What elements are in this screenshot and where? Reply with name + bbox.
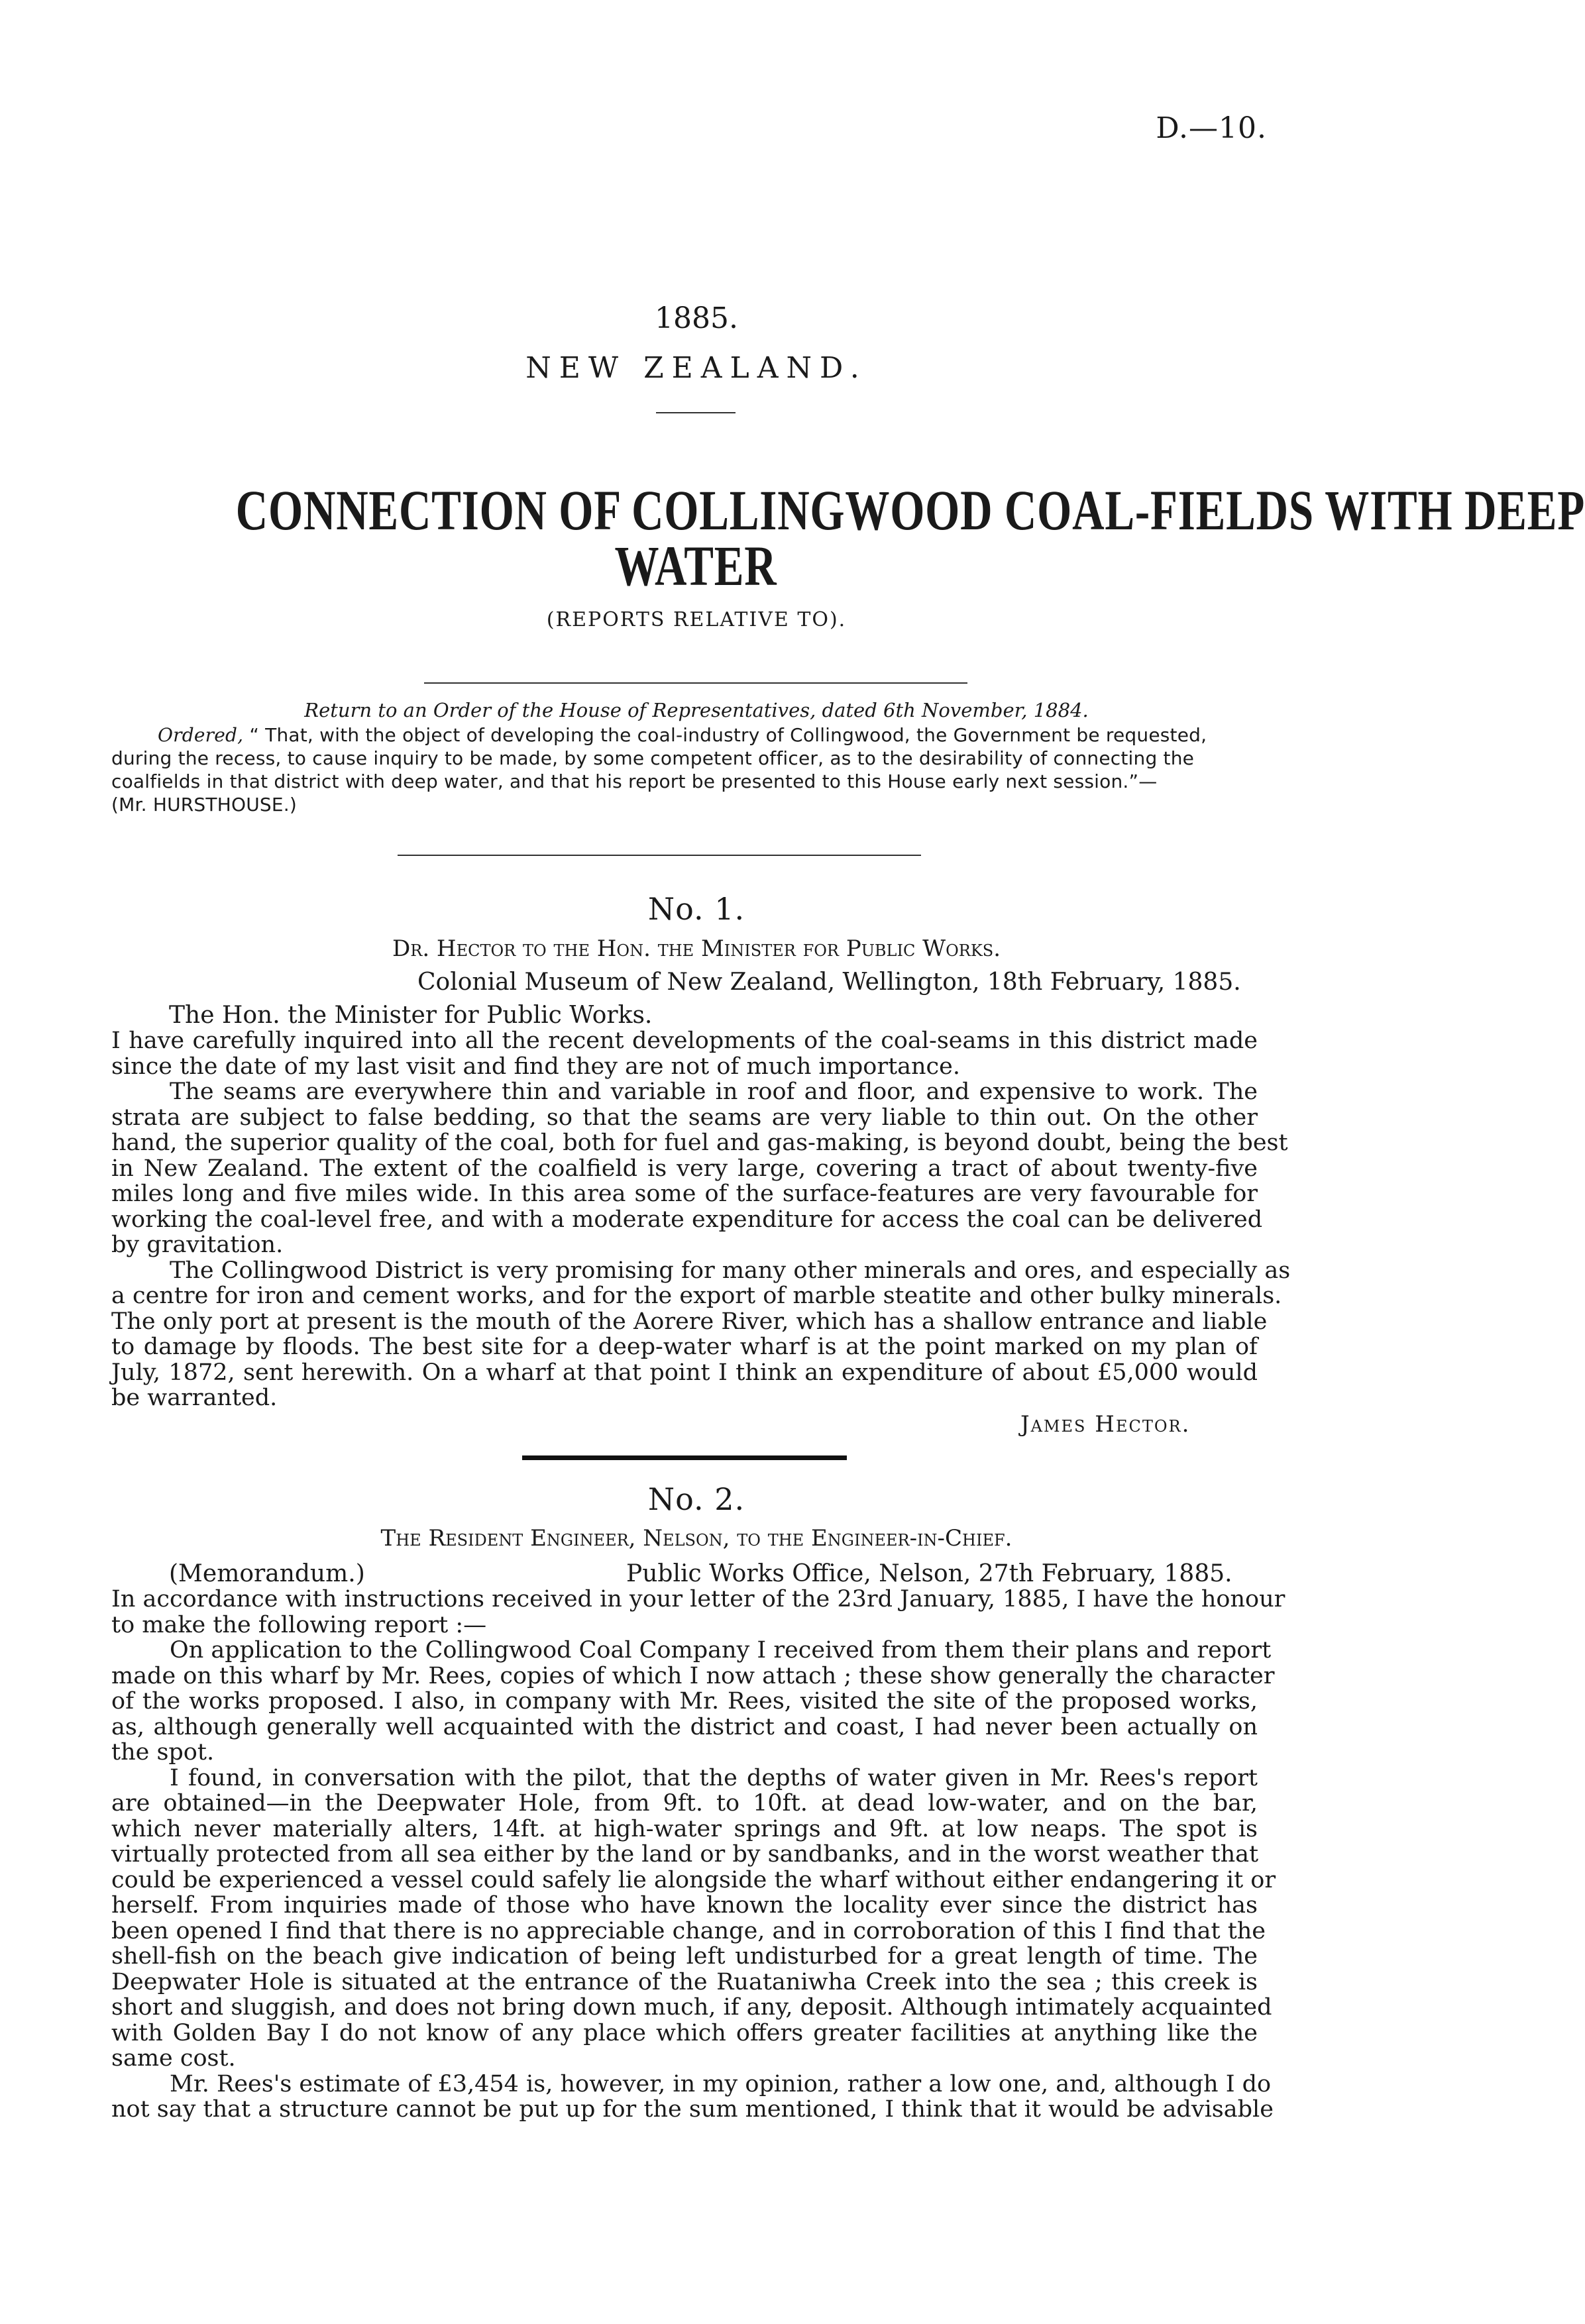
text-line: working the coal-level free, and with a moderate expenditure for access the coal can be delivered (111, 1206, 1263, 1233)
letter-heading-text: The Resident Engineer, Nelson, to the Engineer-in-Chief. (380, 1525, 1012, 1552)
text-line: been opened I find that there is no appreciable change, and in corroboration of this I find that the (111, 1917, 1266, 1944)
text-line: I have carefully inquired into all the recent developments of the coal-seams in this district made (111, 1028, 1258, 1054)
text-line: In accordance with instructions received in your letter of the 23rd January, 1885, I have the honour (111, 1586, 1285, 1612)
text-line: with Golden Bay I do not know of any place which offers greater facilities at anything like the (111, 2019, 1258, 2046)
letter-body-1 (111, 1028, 1291, 1411)
divider (424, 682, 967, 684)
title-line-2: WATER (614, 534, 777, 598)
text-line: made on this wharf by Mr. Rees, copies of which I now attach ; these show generally the character (111, 1662, 1275, 1689)
letter-heading-2 (0, 1525, 1393, 1552)
ordered-line: coalfields in that district with deep water, and that his report be presented to this House early next session.”— (111, 770, 1158, 792)
return-order-line: Return to an Order of the House of Representatives, dated 6th November, 1884. (304, 699, 1089, 721)
text-line: as, although generally well acquainted with the district and coast, I had never been actually on (111, 1713, 1258, 1740)
letter-heading-text: Dr. Hector to the Hon. the Minister for Public Works. (392, 935, 1001, 962)
year: 1885. (655, 301, 738, 335)
text-line: Deepwater Hole is situated at the entrance of the Ruataniwha Creek into the sea ; this creek is (111, 1968, 1258, 1995)
text-line: On application to the Collingwood Coal Company I received from them their plans and report (170, 1637, 1272, 1664)
memorandum-label: (Memorandum.) (169, 1560, 365, 1587)
letter-body-2 (111, 1586, 1285, 2123)
divider (398, 855, 921, 856)
thick-divider (522, 1455, 847, 1460)
text-line: of the works proposed. I also, in company with Mr. Rees, visited the site of the proposed works, (111, 1688, 1258, 1715)
text-line: same cost. (111, 2045, 236, 2072)
text-line: Mr. Rees's estimate of £3,454 is, however, in my opinion, rather a low one, and, although I do (170, 2070, 1272, 2097)
place-date-1: Colonial Museum of New Zealand, Wellington, 18th February, 1885. (417, 969, 1241, 996)
letter-heading-1 (0, 935, 1393, 962)
text-line: which never materially alters, 14ft. at high-water springs and 9ft. at low neaps. The spot is (111, 1815, 1258, 1842)
text-line: hand, the superior quality of the coal, both for fuel and gas-making, is beyond doubt, being the best (111, 1130, 1288, 1156)
text-line: to make the following report :— (111, 1611, 487, 1638)
text-line: by gravitation. (111, 1232, 284, 1258)
text-line: shell-fish on the beach give indication of being left undisturbed for a great length of time. The (111, 1943, 1258, 1970)
text-line: since the date of my last visit and find they are not of much importance. (111, 1053, 960, 1080)
place-date-2: Public Works Office, Nelson, 27th February, 1885. (626, 1560, 1232, 1587)
title-line-1: CONNECTION OF COLLINGWOOD COAL-FIELDS WITH DEEP (235, 478, 1585, 542)
text-line: strata are subject to false bedding, so that the seams are very liable to thin out. On the other (111, 1104, 1258, 1131)
addressee: The Hon. the Minister for Public Works. (169, 1002, 653, 1029)
text-line: be warranted. (111, 1385, 278, 1411)
text-line: virtually protected from all sea either by the land or by sandbanks, and in the worst weather that (111, 1841, 1259, 1868)
subtitle: (REPORTS RELATIVE TO). (546, 608, 847, 631)
country-heading: NEW ZEALAND. (525, 351, 867, 385)
section-number-1: No. 1. (647, 891, 745, 927)
text-line: miles long and five miles wide. In this area some of the surface-features are very favourable for (111, 1181, 1258, 1207)
text-line: could be experienced a vessel could safely lie alongside the wharf without either endangering it or (111, 1866, 1276, 1893)
text-line: I found, in conversation with the pilot, that the depths of water given in Mr. Rees's report (170, 1764, 1258, 1791)
text-line: The only port at present is the mouth of the Aorere River, which has a shallow entrance and liable (111, 1308, 1268, 1335)
ordered-resolution (111, 723, 1271, 816)
text-line: The seams are everywhere thin and variable in roof and floor, and expensive to work. The (170, 1079, 1258, 1105)
section-number-2: No. 2. (647, 1481, 745, 1517)
paper-reference: D.—10. (1156, 111, 1267, 145)
text-line: July, 1872, sent herewith. On a wharf at that point I think an expenditure of about £5,000 would (111, 1359, 1258, 1386)
document-title (235, 478, 1585, 598)
text-line: the spot. (111, 1739, 215, 1766)
text-line: a centre for iron and cement works, and for the export of marble steatite and other bulky minerals. (111, 1283, 1282, 1309)
text-line: The Collingwood District is very promising for many other minerals and ores, and especially as (170, 1257, 1291, 1284)
text-line: short and sluggish, and does not bring down much, if any, deposit. Although intimately acquainted (111, 1994, 1272, 2021)
text-line: to damage by floods. The best site for a deep-water wharf is at the point marked on my plan of (111, 1334, 1258, 1360)
ordered-line: “ That, with the object of developing the coal-industry of Collingwood, the Government be requested, (249, 724, 1207, 746)
text-line: in New Zealand. The extent of the coalfield is very large, covering a tract of about twenty-five (111, 1155, 1258, 1182)
signature-1: James Hector. (1020, 1411, 1191, 1438)
ordered-label: Ordered, (158, 724, 244, 746)
short-divider (656, 412, 736, 413)
text-line: herself. From inquiries made of those who have known the locality ever since the district has (111, 1892, 1258, 1919)
text-line: are obtained—in the Deepwater Hole, from 9ft. to 10ft. at dead low-water, and on the bar, (111, 1790, 1258, 1817)
ordered-line: during the recess, to cause inquiry to be made, by some competent officer, as to the desirability of connecting the (111, 747, 1195, 769)
ordered-line: (Mr. HURSTHOUSE.) (111, 794, 297, 816)
text-line: not say that a structure cannot be put up for the sum mentioned, I think that it would be advisable (111, 2096, 1274, 2123)
